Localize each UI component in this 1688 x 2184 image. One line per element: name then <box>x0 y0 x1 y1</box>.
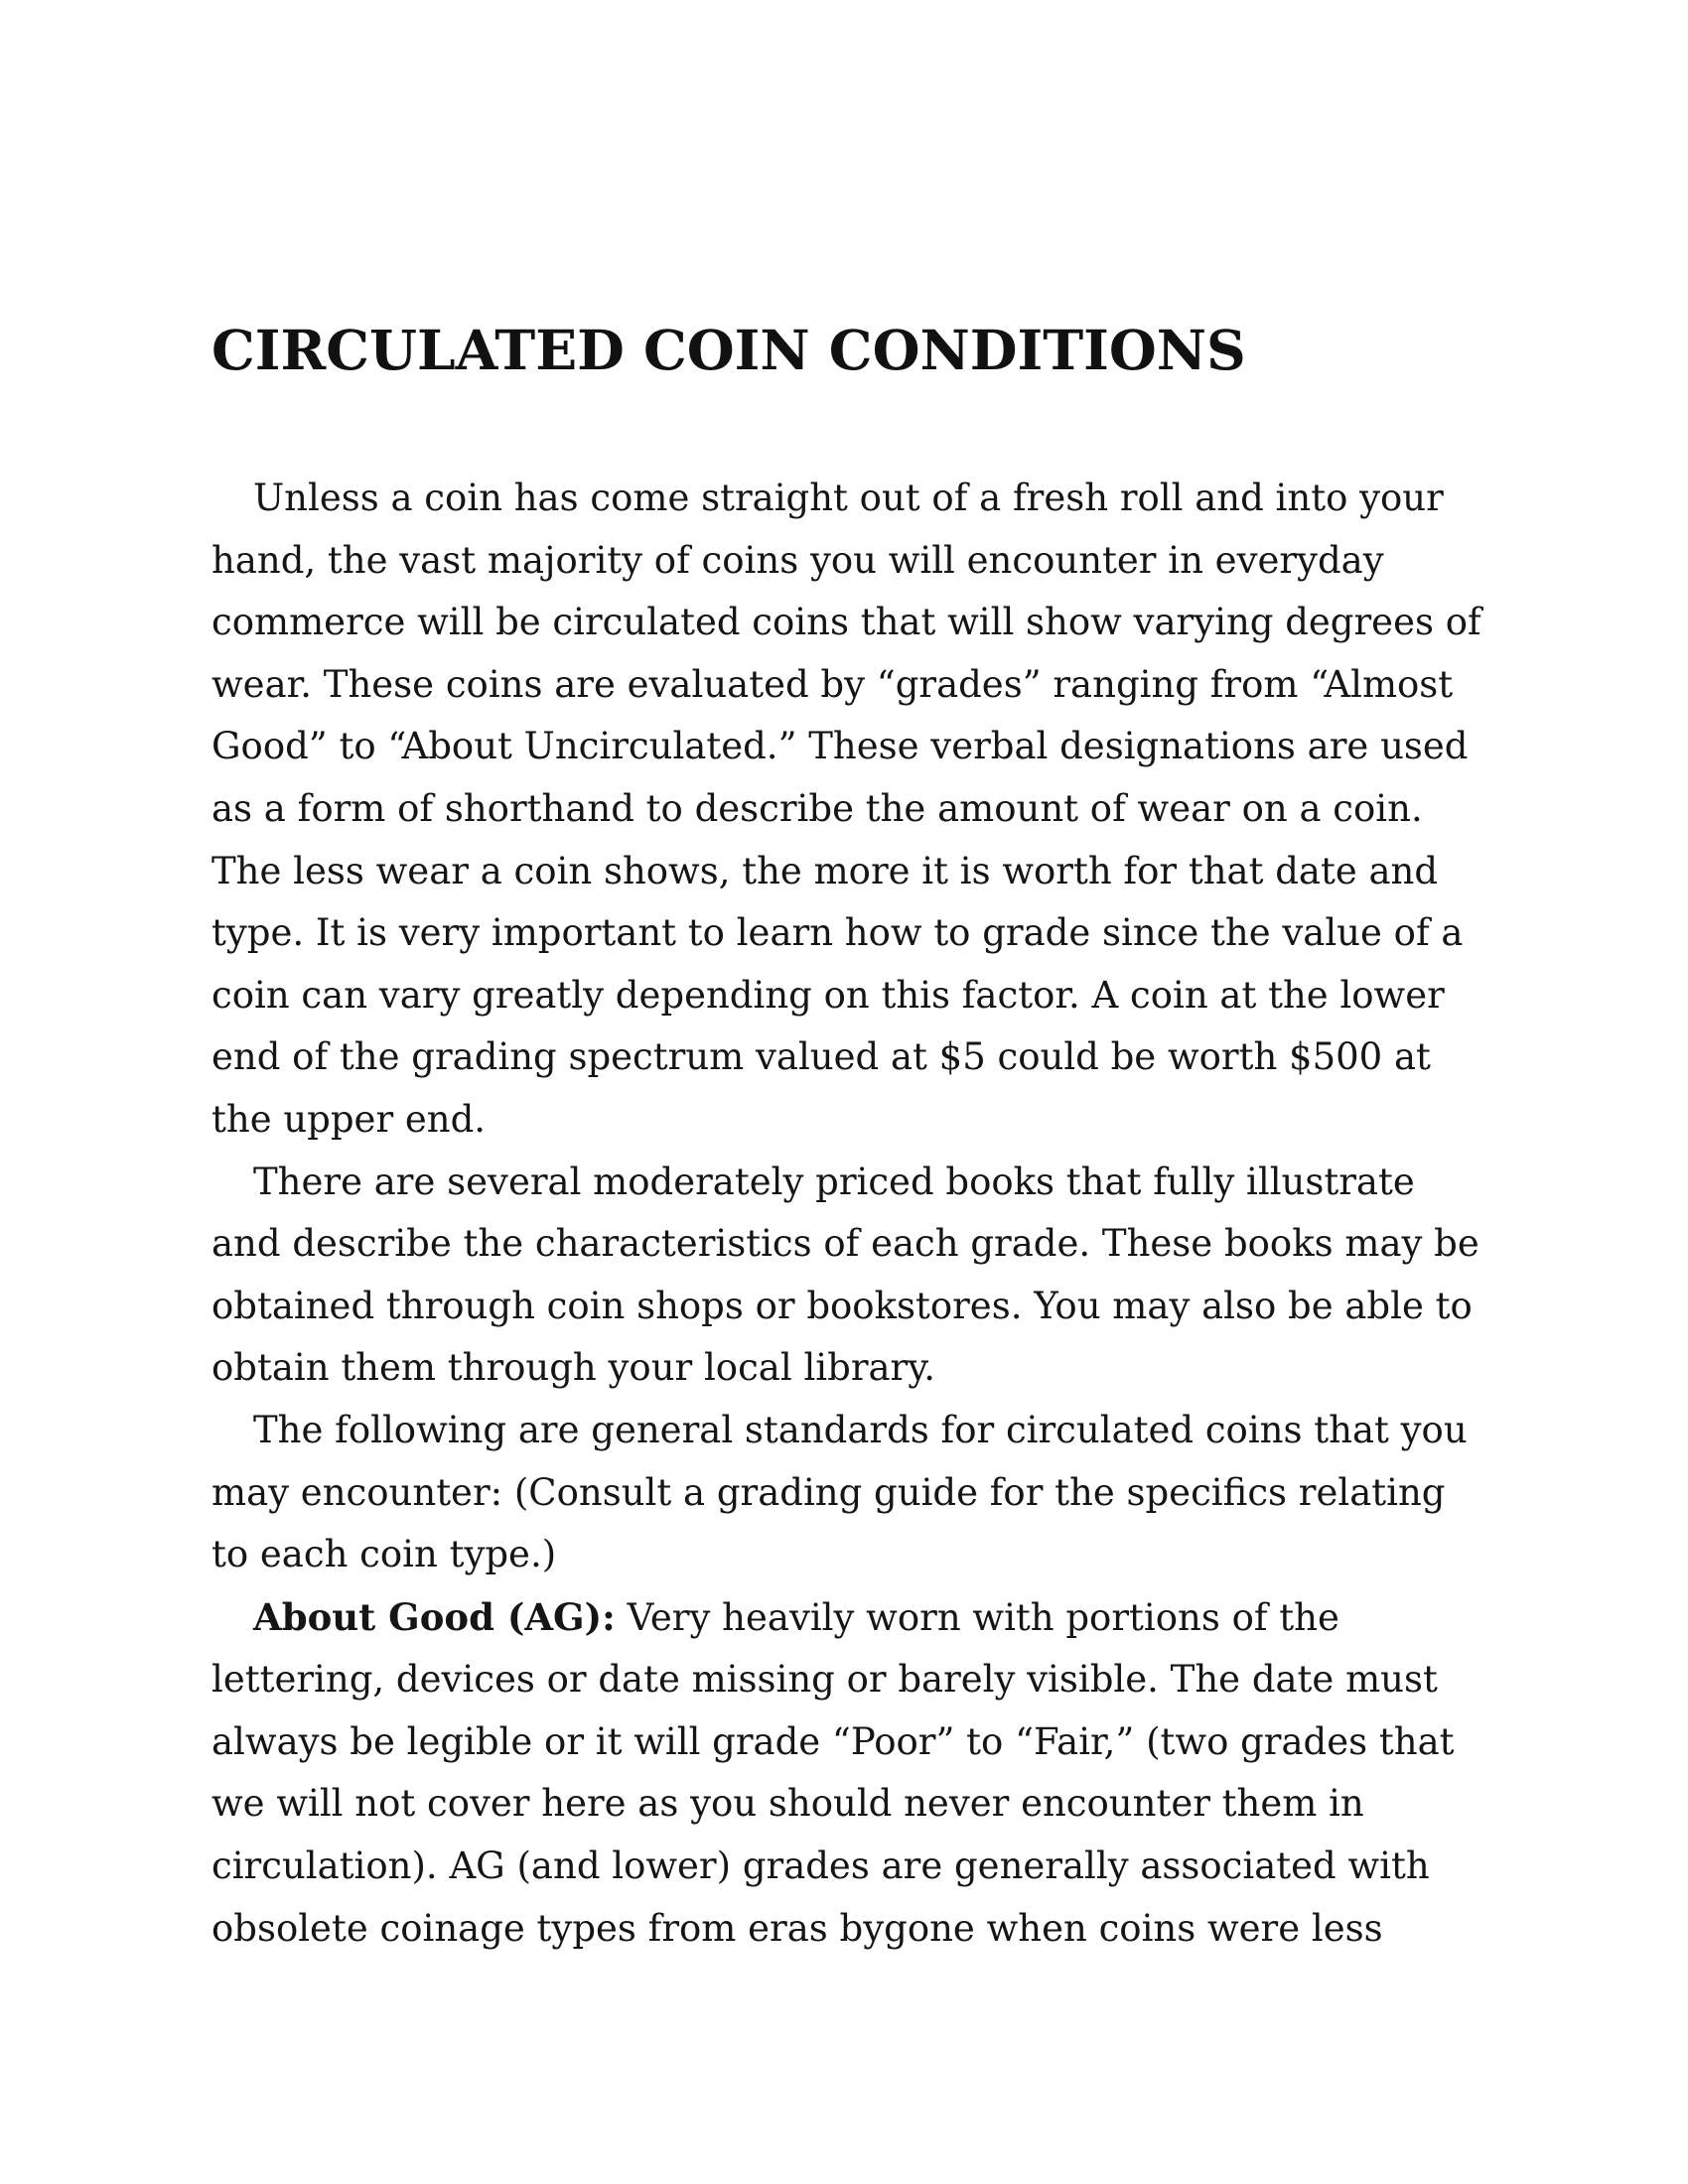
grade-term-about-good: About Good (AG): <box>253 1594 616 1639</box>
paragraph-books <box>211 1152 1492 1400</box>
paragraph-intro <box>211 468 1492 1152</box>
paragraph-standards-text: The following are general standards for circulated coins that you may encounter: (Consult a grading guide for the specifics relating to each coin type.) <box>211 1408 1468 1576</box>
document-page <box>211 316 1492 1960</box>
paragraph-intro-text: Unless a coin has come straight out of a fresh roll and into your hand, the vast majority of coins you will encounter in everyday commerce will be circulated coins that will show varying degrees of wear. These coins are evaluated by “grades” ranging from “Almost Good” to “About Uncirculated.” These verbal designations are used as a form of shorthand to describe the amount of wear on a coin. The less wear a coin shows, the more it is worth for that date and type. It is very important to learn how to grade since the value of a coin can vary greatly depending on this factor. A coin at the lower end of the grading spectrum valued at $5 could be worth $500 at the upper end. <box>211 477 1481 1141</box>
paragraph-books-text: There are several moderately priced books that fully illustrate and describe the characteristics of each grade. These books may be obtained through coin shops or bookstores. You may also be able to obtain them through your local library. <box>211 1160 1479 1390</box>
paragraph-about-good-text: Very heavily worn with portions of the lettering, devices or date missing or barely visible. The date must always be legible or it will grade “Poor” to “Fair,” (two grades that we will not cover here as you should never encounter them in circulation). AG (and lower) grades are generally associated with obsolete coinage types from eras bygone when coins were less <box>211 1595 1455 1950</box>
paragraph-about-good <box>211 1586 1492 1961</box>
body-text <box>211 468 1492 1960</box>
chapter-title: CIRCULATED COIN CONDITIONS <box>211 318 1246 382</box>
paragraph-standards <box>211 1400 1492 1586</box>
